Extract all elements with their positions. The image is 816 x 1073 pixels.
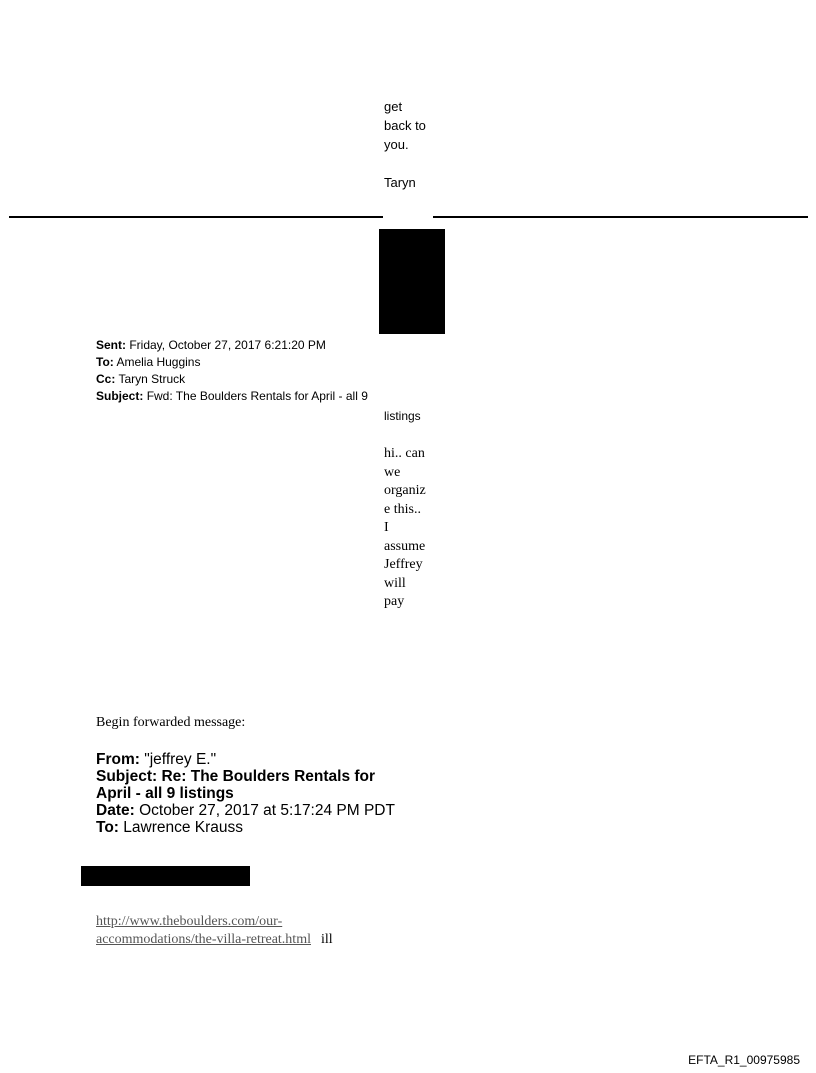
subject-label: Subject: (96, 389, 144, 403)
forwarded-header (96, 751, 396, 836)
fwd-from-label: From: (96, 751, 140, 768)
message-line: we (384, 464, 401, 480)
fwd-date-row (96, 802, 396, 819)
message-line: assume (384, 538, 426, 554)
message-line: hi.. can (384, 446, 425, 461)
fwd-from-value: "jeffrey E." (144, 751, 217, 768)
divider-right (433, 216, 808, 218)
fwd-subject-value: Re: The Boulders Rentals for April - all 9 listings (96, 768, 376, 802)
subject-value: Fwd: The Boulders Rentals for April - all 9 (146, 389, 368, 403)
message-body (384, 445, 444, 612)
fwd-to-label: To: (96, 819, 119, 836)
message-line: Jeffrey (384, 557, 423, 572)
subject-wrap: listings (384, 409, 421, 423)
forward-intro: Begin forwarded message: (96, 715, 246, 730)
reply-fragment (384, 97, 444, 192)
cc-value: Taryn Struck (118, 372, 186, 386)
link-block (96, 913, 333, 949)
cc-label: Cc: (96, 372, 116, 386)
reply-line: get (384, 99, 403, 114)
reply-signature: Taryn (384, 175, 416, 190)
message-line: e this.. (384, 501, 421, 517)
email-header (96, 337, 368, 405)
sent-row (96, 337, 368, 354)
to-label: To: (96, 355, 114, 369)
reply-spacer (384, 154, 444, 173)
fwd-to-value: Lawrence Krauss (123, 819, 244, 836)
link-line2-row (96, 931, 333, 949)
message-line: pay (384, 594, 405, 609)
trailing-text: ill (320, 932, 333, 947)
reply-line: you. (384, 137, 409, 152)
fwd-date-label: Date: (96, 802, 135, 819)
villa-link-line2[interactable]: accommodations/the-villa-retreat.html (96, 932, 311, 947)
document-id: EFTA_R1_00975985 (688, 1053, 800, 1067)
subject-row (96, 388, 368, 405)
message-line: will (384, 575, 406, 591)
divider-left (9, 216, 383, 218)
fwd-to-row (96, 819, 396, 836)
sent-label: Sent: (96, 338, 126, 352)
fwd-subject-row (96, 768, 396, 802)
message-line: organiz (384, 483, 426, 498)
fwd-date-value: October 27, 2017 at 5:17:24 PM PDT (139, 802, 395, 819)
sent-value: Friday, October 27, 2017 6:21:20 PM (129, 338, 326, 352)
message-line: I (384, 520, 389, 535)
cc-row (96, 371, 368, 388)
villa-link-line1[interactable]: http://www.theboulders.com/our- (96, 914, 283, 929)
reply-line: back to (384, 118, 426, 133)
redaction-bar (81, 866, 250, 886)
to-value: Amelia Huggins (116, 355, 201, 369)
fwd-subject-label: Subject: (96, 768, 158, 785)
redaction-box (379, 229, 445, 334)
fwd-from-row (96, 751, 396, 768)
to-row (96, 354, 368, 371)
